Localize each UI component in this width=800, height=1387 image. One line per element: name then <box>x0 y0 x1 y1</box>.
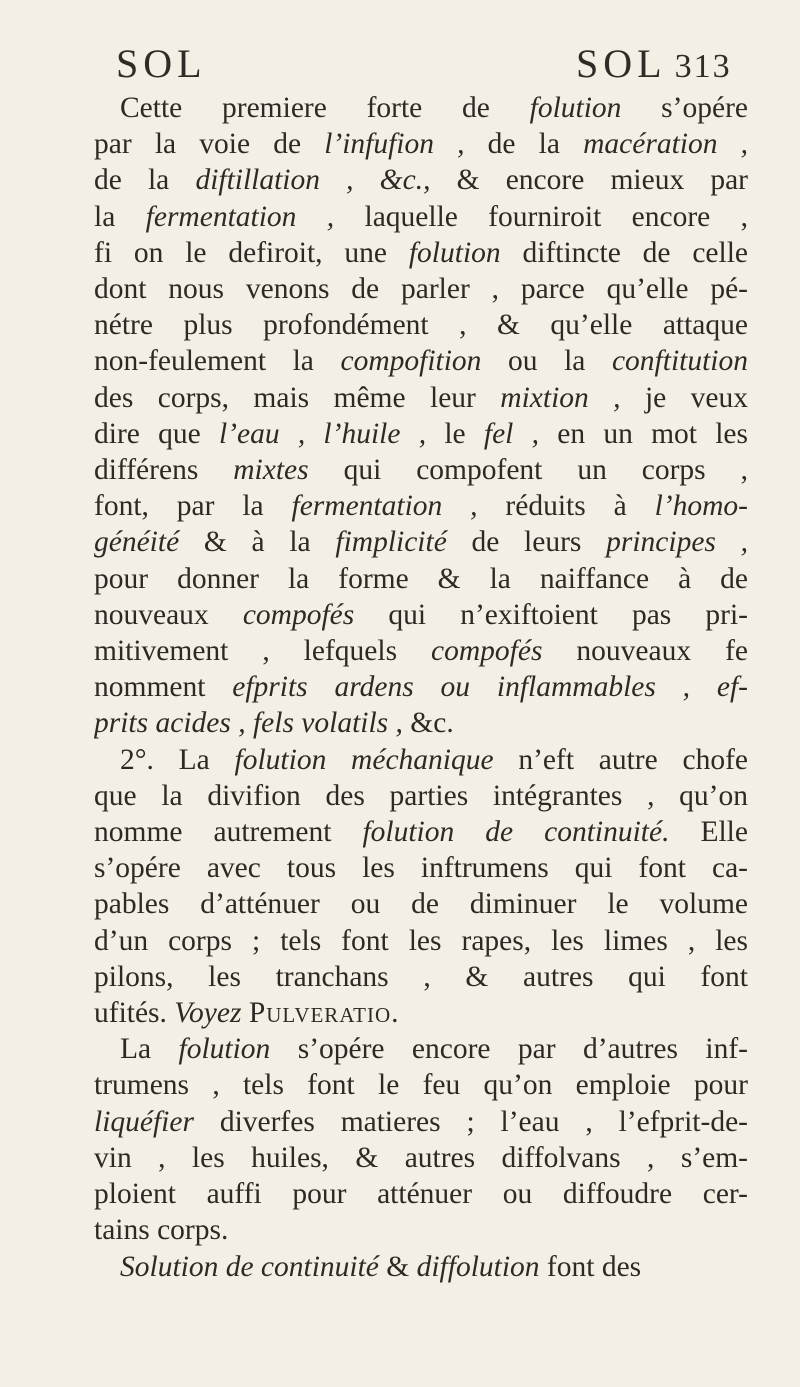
text-segment: pables d’atténuer ou de diminuer le volume <box>94 888 748 921</box>
text-segment: s’opére <box>621 92 748 124</box>
text-line <box>94 886 748 922</box>
italic-segment: l’homo- <box>654 490 748 523</box>
text-segment: en un mot les <box>538 417 748 450</box>
text-segment: qui compofent un corps , <box>308 454 748 487</box>
text-segment: d’un corps ; tels font les rapes, les limes , les <box>94 924 748 957</box>
text-segment: le <box>426 417 484 450</box>
text-line <box>94 1176 748 1212</box>
running-head-left: SOL <box>116 41 207 86</box>
text-line <box>94 199 748 235</box>
text-line <box>94 778 748 814</box>
text-segment: mitivement , lefquels <box>94 635 432 668</box>
text-segment: ou la <box>481 345 612 378</box>
italic-segment: efprits ardens ou inflammables , ef- <box>232 671 748 704</box>
text-segment <box>241 997 248 1029</box>
text-line <box>94 1104 748 1140</box>
italic-segment: folution <box>408 236 501 269</box>
italic-segment: macération , <box>583 128 748 161</box>
text-line <box>94 416 748 452</box>
text-segment: nomme autrement <box>94 816 363 849</box>
text-segment: Pulveratio. <box>248 997 400 1030</box>
text-segment: diverfes matieres ; l’eau , l’efprit-de- <box>193 1105 748 1138</box>
text-segment: trumens , tels font le feu qu’on emploie pour <box>94 1069 748 1102</box>
italic-segment: folution <box>529 92 622 124</box>
italic-segment: diftillation , &c., <box>195 164 431 197</box>
text-segment: 2°. La <box>120 743 235 776</box>
italic-segment: fimplicité <box>335 526 447 559</box>
text-segment: laquelle fourniroit encore , <box>334 200 748 233</box>
text-segment: vin , les huiles, & autres diffolvans , s’em- <box>94 1141 748 1174</box>
text-segment: je veux <box>620 381 748 414</box>
body-text <box>94 90 748 1285</box>
text-segment: font, par la <box>94 490 292 523</box>
text-line <box>94 1140 748 1176</box>
text-segment: pilons, les tranchans , & autres qui font <box>94 960 748 993</box>
italic-segment: mixtion , <box>500 381 621 414</box>
text-line <box>94 705 748 741</box>
text-segment: différens <box>94 454 234 487</box>
text-segment: par la voie de <box>94 128 325 161</box>
text-line <box>94 633 748 669</box>
text-segment: fi on le defiroit, une <box>94 236 409 269</box>
text-segment: la <box>94 200 146 233</box>
italic-segment: conftitution <box>611 345 748 378</box>
text-line <box>94 271 748 307</box>
text-segment: ploient auffi pour atténuer ou diffoudre cer- <box>94 1178 748 1211</box>
text-line <box>94 162 748 198</box>
italic-segment: principes , <box>606 526 748 559</box>
italic-segment: folution méchanique <box>234 743 494 776</box>
text-line <box>94 850 748 886</box>
text-segment: & encore mieux par <box>430 164 748 197</box>
text-segment: qui n’exiftoient pas pri- <box>354 598 748 631</box>
text-line <box>94 524 748 560</box>
italic-segment: prits acides , fels volatils , <box>94 707 403 740</box>
text-segment: ufités. <box>94 997 175 1030</box>
text-line <box>94 1249 748 1285</box>
text-segment: Elle <box>669 816 748 849</box>
text-segment: La <box>120 1033 179 1066</box>
text-segment: non-feulement la <box>94 345 341 378</box>
text-segment: de leurs <box>446 526 607 559</box>
italic-segment: fermentation , <box>291 490 478 523</box>
italic-segment: folution <box>178 1033 271 1066</box>
running-head-right <box>576 40 732 87</box>
italic-segment: généité <box>94 526 180 559</box>
text-line <box>94 814 748 850</box>
text-segment: Cette premiere forte de <box>120 92 530 124</box>
text-segment: s’opére avec tous les inftrumens qui font ca- <box>94 852 748 885</box>
text-line <box>94 1212 748 1248</box>
text-segment: de la <box>464 128 584 161</box>
italic-segment: compofition <box>340 345 482 378</box>
text-line <box>94 669 748 705</box>
italic-segment: fel , <box>483 417 539 450</box>
text-segment: tains corps. <box>94 1214 229 1247</box>
text-line <box>94 488 748 524</box>
text-segment: s’opére encore par d’autres inf- <box>270 1033 748 1066</box>
italic-segment: fermentation , <box>145 200 335 233</box>
italic-segment: diffolution <box>416 1250 540 1283</box>
italic-segment: l’infufion , <box>324 128 465 161</box>
italic-segment: compofés <box>242 598 355 631</box>
text-segment: réduits à <box>477 490 655 523</box>
text-line <box>94 959 748 995</box>
text-segment: nomment <box>94 671 233 704</box>
italic-segment: liquéfier <box>94 1105 194 1138</box>
text-segment: dont nous venons de parler , parce qu’elle pé- <box>94 273 748 306</box>
text-line <box>94 235 748 271</box>
text-line <box>94 995 748 1031</box>
running-head-right-word: SOL <box>576 41 667 86</box>
text-segment: nétre plus profondément , & qu’elle attaque <box>94 309 748 342</box>
text-segment: des corps, mais même leur <box>94 381 501 414</box>
italic-segment: l’eau , l’huile , <box>218 417 427 450</box>
text-line <box>94 742 748 778</box>
text-line <box>94 597 748 633</box>
text-segment: & à la <box>179 526 336 559</box>
text-segment: &c. <box>402 707 454 740</box>
text-line <box>94 561 748 597</box>
italic-segment: mixtes <box>233 454 309 487</box>
text-segment: n’eft autre chofe <box>493 743 748 776</box>
italic-segment: folution de continuité. <box>362 816 670 849</box>
text-line <box>94 380 748 416</box>
running-head <box>94 38 748 90</box>
text-line <box>94 126 748 162</box>
text-line <box>94 1067 748 1103</box>
text-segment: nouveaux fe <box>542 635 748 668</box>
text-segment: & <box>378 1250 417 1283</box>
text-line <box>94 343 748 379</box>
italic-segment: compofés <box>431 635 543 668</box>
text-segment: dire que <box>94 417 219 450</box>
text-segment: de la <box>94 164 196 197</box>
text-line <box>94 90 748 126</box>
text-segment: que la divifion des parties intégrantes , qu’on <box>94 779 748 812</box>
text-segment: font des <box>539 1250 642 1283</box>
italic-segment: Solution de continuité <box>120 1250 379 1283</box>
text-segment: diftincte de celle <box>500 236 748 269</box>
text-segment: nouveaux <box>94 598 243 631</box>
text-line <box>94 1031 748 1067</box>
italic-segment: Voyez <box>174 997 242 1030</box>
text-line <box>94 307 748 343</box>
text-line <box>94 452 748 488</box>
page-number: 313 <box>674 48 732 85</box>
text-line <box>94 923 748 959</box>
text-segment: pour donner la forme & la naiffance à de <box>94 562 748 595</box>
